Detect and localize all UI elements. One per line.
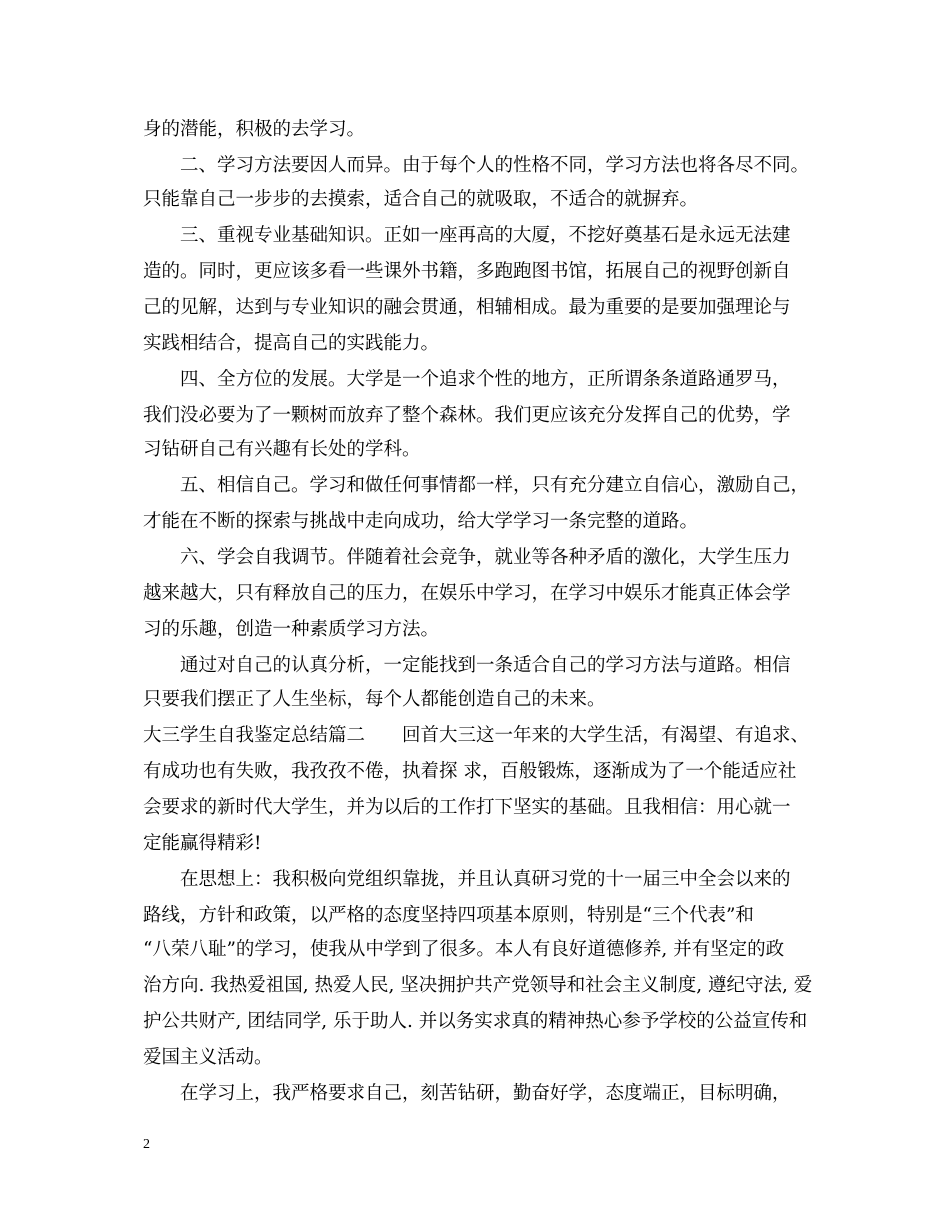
text-line: 习钻研自己有兴趣有长处的学科。: [143, 439, 421, 460]
text-line: 治方向. 我热爱祖国, 热爱人民, 坚决拥护共产党领导和社会主义制度, 遵纪守法, 爱: [143, 975, 813, 996]
text-line: 路线，方针和政策，以严格的态度坚持四项基本原则，特别是“三个代表”和: [143, 905, 754, 926]
text-line: 有成功也有失败，我孜孜不倦，执着探 求，百般锻炼，逐渐成为了一个能适应社: [143, 761, 797, 782]
text-line: 护公共财产, 团结同学, 乐于助人. 并以务实求真的精神热心参予学校的公益宣传和: [143, 1011, 808, 1032]
text-line: 实践相结合，提高自己的实践能力。: [143, 333, 440, 354]
text-line: 六、学会自我调节。伴随着社会竞争，就业等各种矛盾的激化，大学生压力: [143, 547, 791, 568]
section-heading-line: 大三学生自我鉴定总结篇二 回首大三这一年来的大学生活，有渴望、有追求、: [143, 725, 810, 746]
text-line: 会要求的新时代大学生，并为以后的工作打下坚实的基础。且我相信：用心就一: [143, 797, 791, 818]
text-line: 只要我们摆正了人生坐标，每个人都能创造自己的未来。: [143, 689, 606, 710]
text-line: 通过对自己的认真分析，一定能找到一条适合自己的学习方法与道路。相信: [143, 655, 791, 676]
text-line: 习的乐趣，创造一种素质学习方法。: [143, 619, 440, 640]
text-line: 我们没必要为了一颗树而放弃了整个森林。我们更应该充分发挥自己的优势，学: [143, 405, 791, 426]
text-line: 三、重视专业基础知识。正如一座再高的大厦，不挖好奠基石是永远无法建: [143, 225, 791, 246]
text-line: 五、相信自己。学习和做任何事情都一样，只有充分建立自信心，激励自己，: [143, 475, 810, 496]
text-line: 在思想上：我积极向党组织靠拢，并且认真研习党的十一届三中全会以来的: [143, 869, 791, 890]
text-line: 身的潜能，积极的去学习。: [143, 119, 366, 140]
page-number: 2: [143, 1137, 150, 1152]
text-line: 在学习上，我严格要求自己，刻苦钻研，勤奋好学，态度端正，目标明确，: [143, 1083, 791, 1104]
text-line: 四、全方位的发展。大学是一个追求个性的地方，正所谓条条道路通罗马，: [143, 369, 791, 390]
text-line: 越来越大，只有释放自己的压力，在娱乐中学习，在学习中娱乐才能真正体会学: [143, 583, 791, 604]
text-line: 定能赢得精彩!: [143, 833, 262, 854]
text-line: 才能在不断的探索与挑战中走向成功，给大学学习一条完整的道路。: [143, 511, 699, 532]
text-line: 只能靠自己一步步的去摸索，适合自己的就吸取，不适合的就摒弃。: [143, 189, 699, 210]
text-line: 二、学习方法要因人而异。由于每个人的性格不同，学习方法也将各尽不同。: [143, 155, 810, 176]
text-line: 造的。同时，更应该多看一些课外书籍，多跑跑图书馆，拓展自己的视野创新自: [143, 261, 791, 282]
text-line: 己的见解，达到与专业知识的融会贯通，相辅相成。最为重要的是要加强理论与: [143, 297, 791, 318]
text-line: “八荣八耻”的学习，使我从中学到了很多。本人有良好道德修养, 并有坚定的政: [143, 939, 785, 960]
text-line: 爱国主义活动。: [143, 1047, 273, 1068]
